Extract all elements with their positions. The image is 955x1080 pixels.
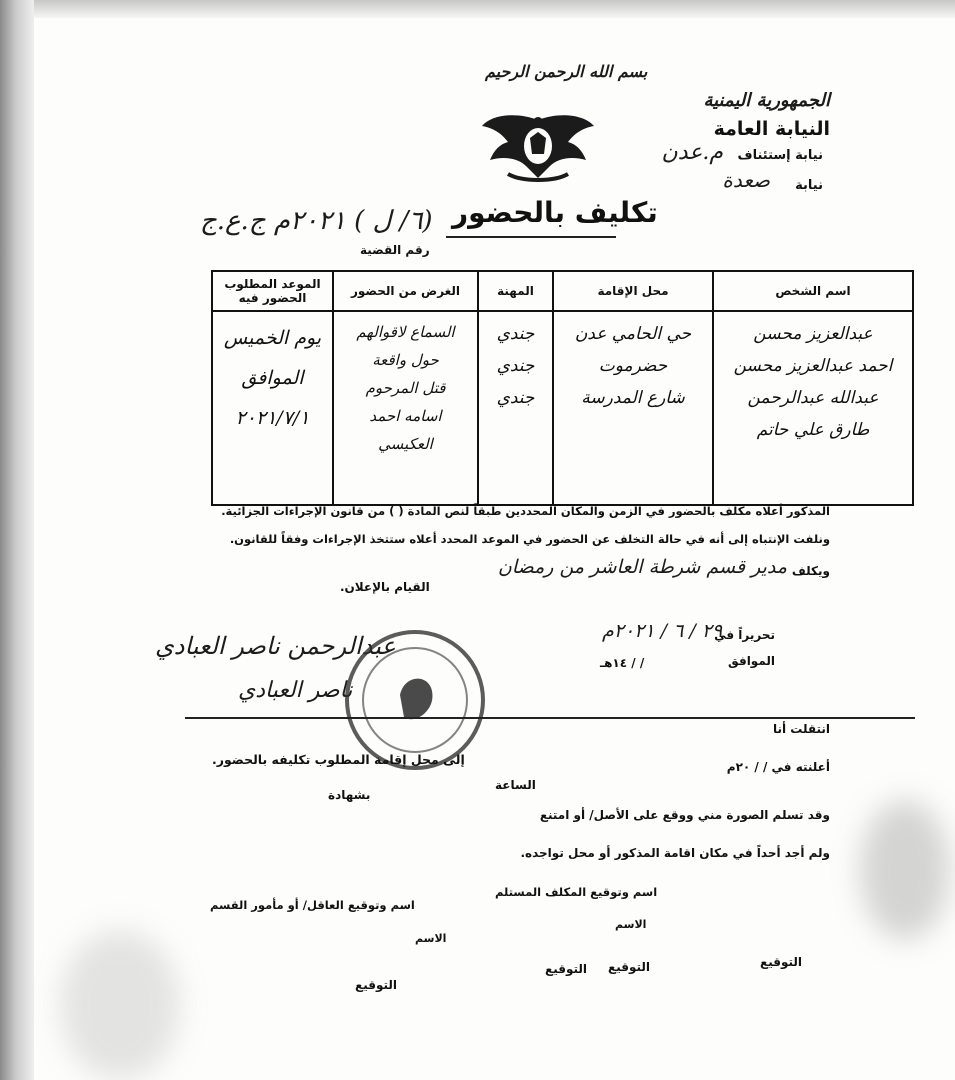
residence-line: حي الحامي عدن (574, 324, 692, 344)
appointment-line: الموافق (241, 367, 304, 389)
case-number-label: رقم القضية (360, 243, 430, 257)
purpose-line: السماع لاقوالهم (356, 323, 455, 341)
title-underline (446, 236, 616, 238)
residence-line: حضرموت (598, 356, 668, 376)
name-label: الاسم (415, 932, 447, 945)
yemen-eagle-emblem-icon (478, 108, 598, 188)
scan-top-edge (0, 0, 955, 18)
assignee-signature-label: اسم وتوقيع المكلف المستلم (495, 885, 658, 899)
official-signature: عبدالرحمن ناصر العبادي (155, 632, 396, 660)
legal-article-text: المذكور أعلاه مكلف بالحضور في الزمن والمكان المحددين طبقاً لنص المادة ( ) من قانون الإجراءات الجزائية. (221, 504, 830, 518)
prosecution-label: نيابة (795, 178, 823, 193)
hijri-date-label: الموافق (728, 654, 775, 668)
appeal-prosecution-value: م.عدن (661, 140, 723, 165)
official-signature-second: ناصر العبادي (238, 678, 353, 703)
cell-names (713, 311, 913, 505)
cell-appointment (212, 311, 333, 505)
profession-line: جندي (496, 324, 535, 344)
hour-label: الساعة (495, 778, 536, 792)
section-divider (185, 717, 915, 719)
header-residence: محل الإقامة (553, 271, 713, 311)
cell-profession (478, 311, 553, 505)
profession-line: جندي (496, 356, 535, 376)
assigned-suffix: القيام بالإعلان. (340, 580, 430, 594)
residence-statement: إلى محل إقامة المطلوب تكليفه بالحضور. (212, 752, 465, 767)
office-title: النيابة العامة (713, 118, 830, 140)
not-found-statement: ولم أجد أحداً في مكان اقامة المذكور أو محل تواجده. (520, 846, 830, 860)
prosecution-value: صعدة (722, 168, 770, 192)
profession-line: جندي (496, 388, 535, 408)
warning-text: ونلفت الإنتباه إلى أنه في حالة التخلف عن الحضور في الموعد المحدد أعلاه ستتخذ الإجراءات وفقاً للقانون. (229, 532, 830, 546)
name-label: الاسم (615, 918, 647, 931)
person-name: طارق علي حاتم (756, 420, 870, 440)
cell-residence (553, 311, 713, 505)
header-purpose: الغرض من الحضور (333, 271, 478, 311)
received-statement: وقد تسلم الصورة مني ووقع على الأصل/ أو امتنع (539, 808, 830, 822)
written-date-label: تحريراً في (714, 628, 775, 642)
header-appointment: الموعد المطلوب الحضور فيه (212, 271, 333, 311)
table-row (212, 311, 913, 505)
signature-label: التوقيع (760, 955, 802, 969)
signature-label: التوقيع (545, 962, 587, 976)
header-person-name: اسم الشخص (713, 271, 913, 311)
appointment-line: ٢٠٢١/٧/١ (235, 407, 310, 429)
purpose-line: قتل المرحوم (365, 379, 446, 397)
scan-smudge (860, 800, 950, 940)
signature-label: التوقيع (608, 960, 650, 974)
document-title: تكليف بالحضور (452, 196, 658, 229)
witness-label: بشهادة (328, 788, 371, 802)
hijri-date-value: / / ١٤هـ (600, 656, 645, 670)
summons-table (211, 270, 914, 506)
signature-label: التوقيع (355, 978, 397, 992)
person-name: عبدالله عبدالرحمن (747, 388, 879, 408)
scan-left-edge (0, 0, 34, 1080)
person-name: احمد عبدالعزيز محسن (733, 356, 893, 376)
appeal-prosecution-label: نيابة إستئناف (737, 148, 823, 163)
official-signature-label: اسم وتوقيع العاقل/ أو مأمور القسم (210, 898, 415, 912)
basmala: بسم الله الرحمن الرحيم (485, 62, 648, 81)
case-number-value: (٦/ ل ) ٢٠٢١م ج.ع.ج (200, 206, 433, 236)
header-profession: المهنة (478, 271, 553, 311)
assigned-value: مدير قسم شرطة العاشر من رمضان (497, 556, 787, 578)
person-name: عبدالعزيز محسن (753, 324, 873, 344)
moved-label: انتقلت أنا (772, 722, 830, 736)
notified-date: أعلنته في / / ٢٠م (726, 760, 830, 774)
written-date-value: ٢٩ / ٦ / ٢٠٢١م (602, 620, 723, 642)
purpose-line: حول واقعة (372, 351, 439, 369)
residence-line: شارع المدرسة (581, 388, 685, 408)
purpose-line: اسامه احمد (369, 407, 442, 425)
republic-title: الجمهورية اليمنية (703, 90, 830, 111)
cell-purpose (333, 311, 478, 505)
scan-smudge (60, 930, 180, 1080)
appointment-line: يوم الخميس (223, 327, 322, 349)
assigned-label: ويكلف (791, 564, 830, 578)
purpose-line: العكيسي (378, 435, 433, 453)
